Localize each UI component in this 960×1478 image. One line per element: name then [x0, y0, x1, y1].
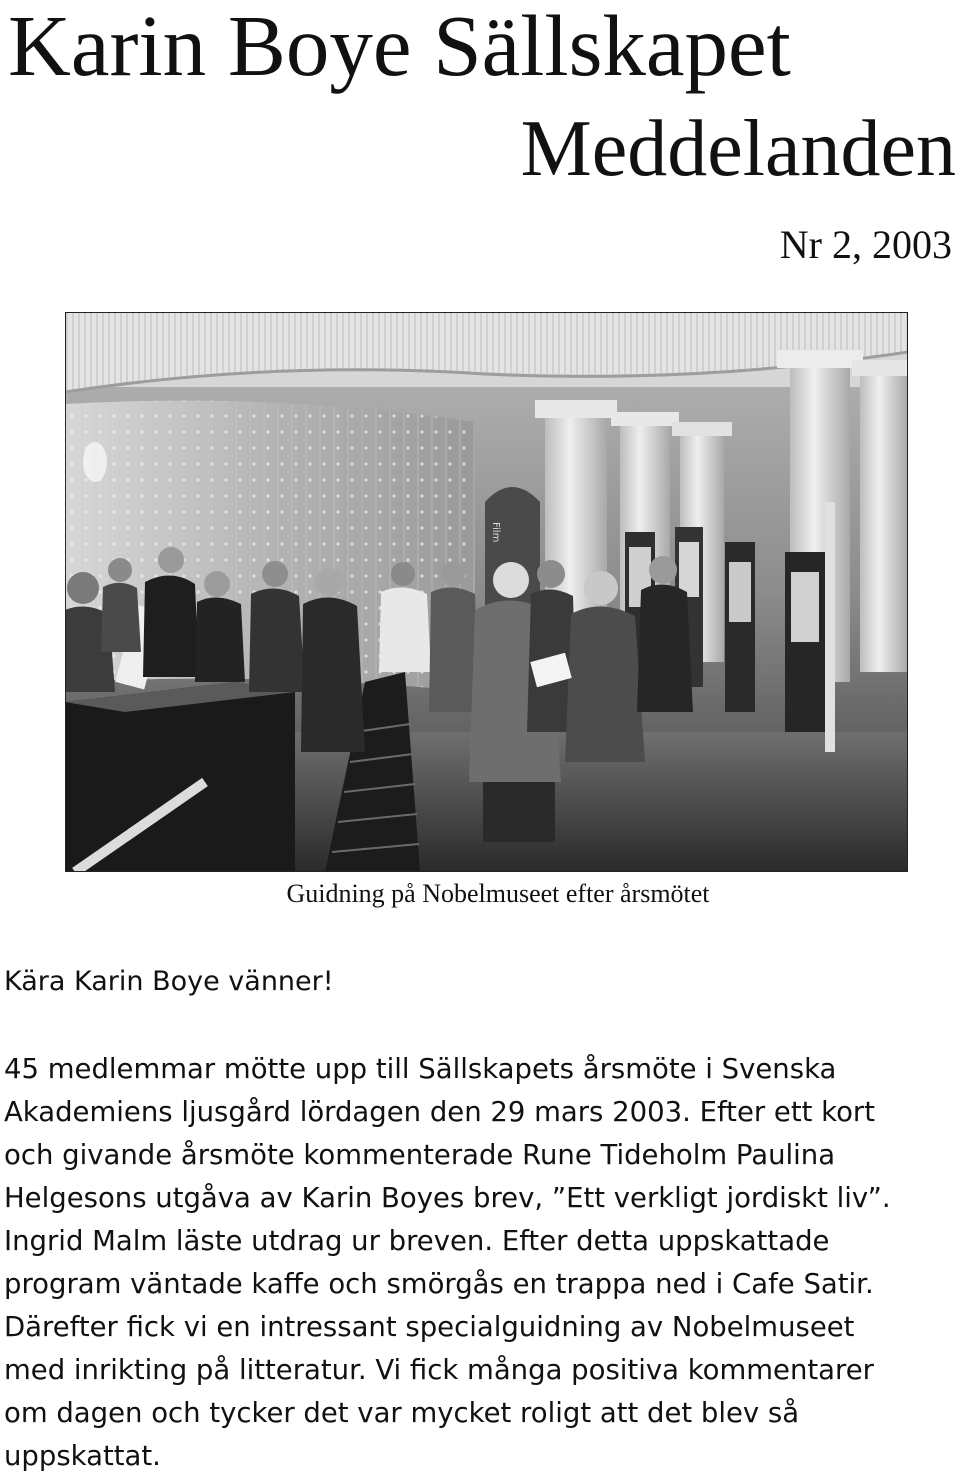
museum-photo	[65, 312, 908, 872]
body-line: Ingrid Malm läste utdrag ur breven. Efter detta uppskattade	[4, 1225, 830, 1257]
letter-body	[4, 1048, 956, 1478]
body-line: Därefter fick vi en intressant specialguidning av Nobelmuseet	[4, 1311, 855, 1343]
body-line: med inrikting på litteratur. Vi fick många positiva kommentarer	[4, 1354, 874, 1386]
letter-greeting: Kära Karin Boye vänner!	[4, 966, 334, 997]
body-line: Akademiens ljusgård lördagen den 29 mars 2003. Efter ett kort	[4, 1096, 876, 1128]
body-line: om dagen och tycker det var mycket roligt att det blev så	[4, 1397, 800, 1429]
body-line: uppskattat.	[4, 1440, 161, 1472]
issue-number: Nr 2, 2003	[779, 222, 952, 267]
film-sign: Film	[490, 522, 501, 543]
museum-photo-illustration	[65, 312, 908, 872]
body-line: 45 medlemmar mötte upp till Sällskapets årsmöte i Svenska	[4, 1053, 837, 1085]
newsletter-title: Karin Boye Sällskapet	[8, 0, 791, 94]
body-line: Helgesons utgåva av Karin Boyes brev, ”Ett verkligt jordiskt liv”.	[4, 1182, 891, 1214]
body-line: och givande årsmöte kommenterade Rune Tideholm Paulina	[4, 1139, 836, 1171]
body-line: program väntade kaffe och smörgås en trappa ned i Cafe Satir.	[4, 1268, 874, 1300]
photo-caption: Guidning på Nobelmuseet efter årsmötet	[286, 879, 710, 908]
newsletter-subtitle: Meddelanden	[520, 105, 956, 193]
